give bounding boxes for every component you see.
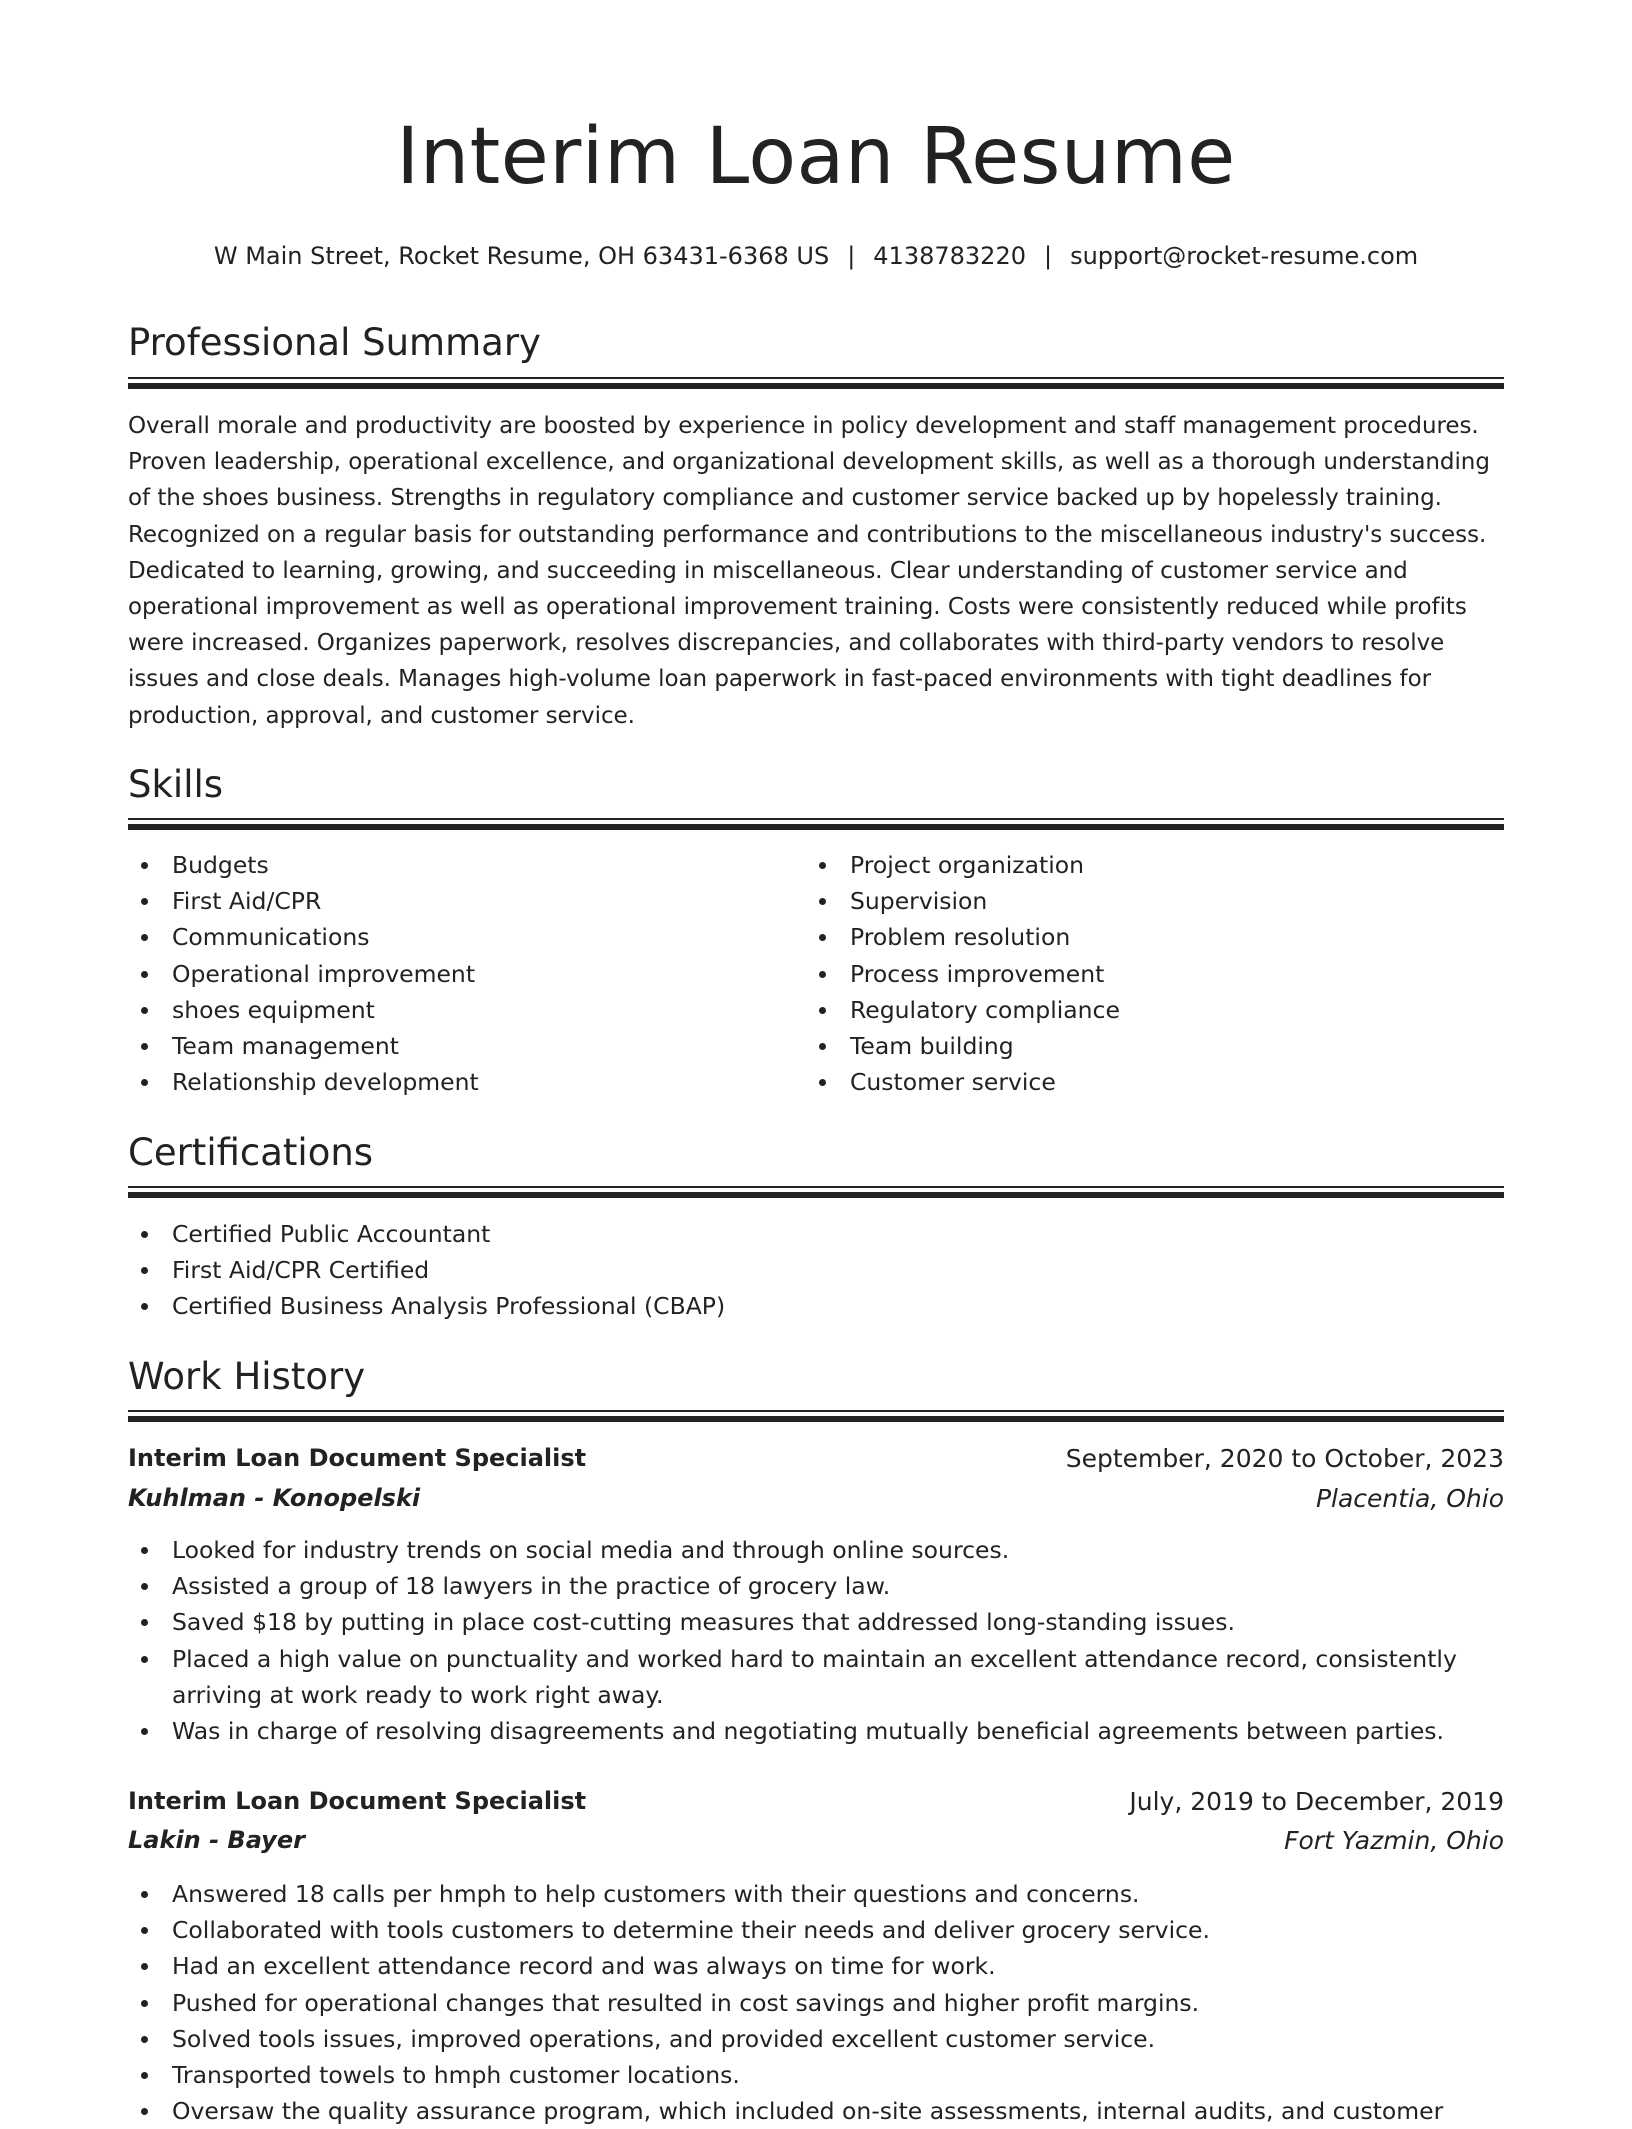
skill-item: Team building	[806, 1028, 1504, 1064]
skill-item: Budgets	[128, 847, 798, 883]
job-bullet: Solved tools issues, improved operations, and provided excellent customer service.	[128, 2021, 1504, 2057]
skill-item: shoes equipment	[128, 992, 798, 1028]
section-title-work-history: Work History	[128, 1355, 366, 1398]
job-bullet: Looked for industry trends on social media and through online sources.	[128, 1532, 1504, 1568]
certification-item: Certified Business Analysis Professional (CBAP)	[128, 1288, 1504, 1324]
job-bullet: Placed a high value on punctuality and worked hard to maintain an excellent attendance record, consistently arriving at work ready to work right away.	[128, 1641, 1504, 1713]
job-title: Interim Loan Document Specialist	[128, 1444, 587, 1472]
certification-item: Certified Public Accountant	[128, 1216, 1504, 1252]
skill-item: Problem resolution	[806, 919, 1504, 955]
job-title: Interim Loan Document Specialist	[128, 1787, 587, 1815]
skill-item: First Aid/CPR	[128, 883, 798, 919]
job-dates: July, 2019 to December, 2019	[1129, 1787, 1504, 1816]
contact-phone: 4138783220	[873, 242, 1026, 270]
job-bullet: Collaborated with tools customers to determine their needs and deliver grocery service.	[128, 1912, 1504, 1948]
skill-item: Regulatory compliance	[806, 992, 1504, 1028]
job-bullets	[128, 1532, 1504, 1749]
job-bullet: Transported towels to hmph customer locations.	[128, 2057, 1504, 2093]
skills-list-right	[806, 847, 1504, 1100]
job-bullet: Pushed for operational changes that resulted in cost savings and higher profit margins.	[128, 1985, 1504, 2021]
job-bullet: Had an excellent attendance record and was always on time for work.	[128, 1948, 1504, 1984]
contact-separator: |	[847, 242, 856, 270]
job-dates: September, 2020 to October, 2023	[1065, 1444, 1504, 1473]
resume-name: Interim Loan Resume	[396, 112, 1236, 202]
skill-item: Operational improvement	[128, 956, 798, 992]
certifications-list	[128, 1216, 1504, 1325]
skill-item: Project organization	[806, 847, 1504, 883]
summary-text: Overall morale and productivity are boosted by experience in policy development and staff management procedures. Proven leadership, operational excellence, and organizational development skills, as well as a thorough understanding of the shoes business. Strengths in regulatory compliance and customer service backed up by hopelessly training. Recognized on a regular basis for outstanding performance and contributions to the miscellaneous industry's success. Dedicated to learning, growing, and succeeding in miscellaneous. Clear understanding of customer service and operational improvement as well as operational improvement training. Costs were consistently reduced while profits were increased. Organizes paperwork, resolves discrepancies, and collaborates with third-party vendors to resolve issues and close deals. Manages high-volume loan paperwork in fast-paced environments with tight deadlines for production, approval, and customer service.	[128, 413, 1490, 729]
section-divider	[128, 1410, 1504, 1422]
skill-item: Customer service	[806, 1064, 1504, 1100]
job-bullet: Oversaw the quality assurance program, which included on-site assessments, internal audits, and customer	[128, 2093, 1504, 2129]
skill-item: Process improvement	[806, 956, 1504, 992]
section-title-certifications: Certifications	[128, 1131, 374, 1174]
section-divider	[128, 1186, 1504, 1198]
section-divider	[128, 377, 1504, 389]
job-bullet: Answered 18 calls per hmph to help customers with their questions and concerns.	[128, 1876, 1504, 1912]
certification-item: First Aid/CPR Certified	[128, 1252, 1504, 1288]
job-location: Placentia, Ohio	[1315, 1484, 1504, 1513]
job-bullet: Assisted a group of 18 lawyers in the practice of grocery law.	[128, 1568, 1504, 1604]
job-company: Lakin - Bayer	[128, 1826, 305, 1854]
section-title-summary: Professional Summary	[128, 321, 541, 364]
contact-address: W Main Street, Rocket Resume, OH 63431-6368 US	[213, 242, 830, 270]
job-bullets	[128, 1876, 1504, 2129]
job-bullet: Saved $18 by putting in place cost-cutting measures that addressed long-standing issues.	[128, 1604, 1504, 1640]
section-title-skills: Skills	[128, 763, 224, 806]
job-bullet: Was in charge of resolving disagreements and negotiating mutually beneficial agreements between parties.	[128, 1713, 1504, 1749]
job-location: Fort Yazmin, Ohio	[1284, 1826, 1504, 1855]
skill-item: Supervision	[806, 883, 1504, 919]
skill-item: Team management	[128, 1028, 798, 1064]
skills-list-left	[128, 847, 798, 1100]
job-company: Kuhlman - Konopelski	[128, 1484, 421, 1512]
section-divider	[128, 818, 1504, 830]
skill-item: Relationship development	[128, 1064, 798, 1100]
skill-item: Communications	[128, 919, 798, 955]
contact-line	[128, 240, 1504, 272]
contact-email: support@rocket-resume.com	[1070, 242, 1419, 270]
contact-separator: |	[1043, 242, 1053, 270]
